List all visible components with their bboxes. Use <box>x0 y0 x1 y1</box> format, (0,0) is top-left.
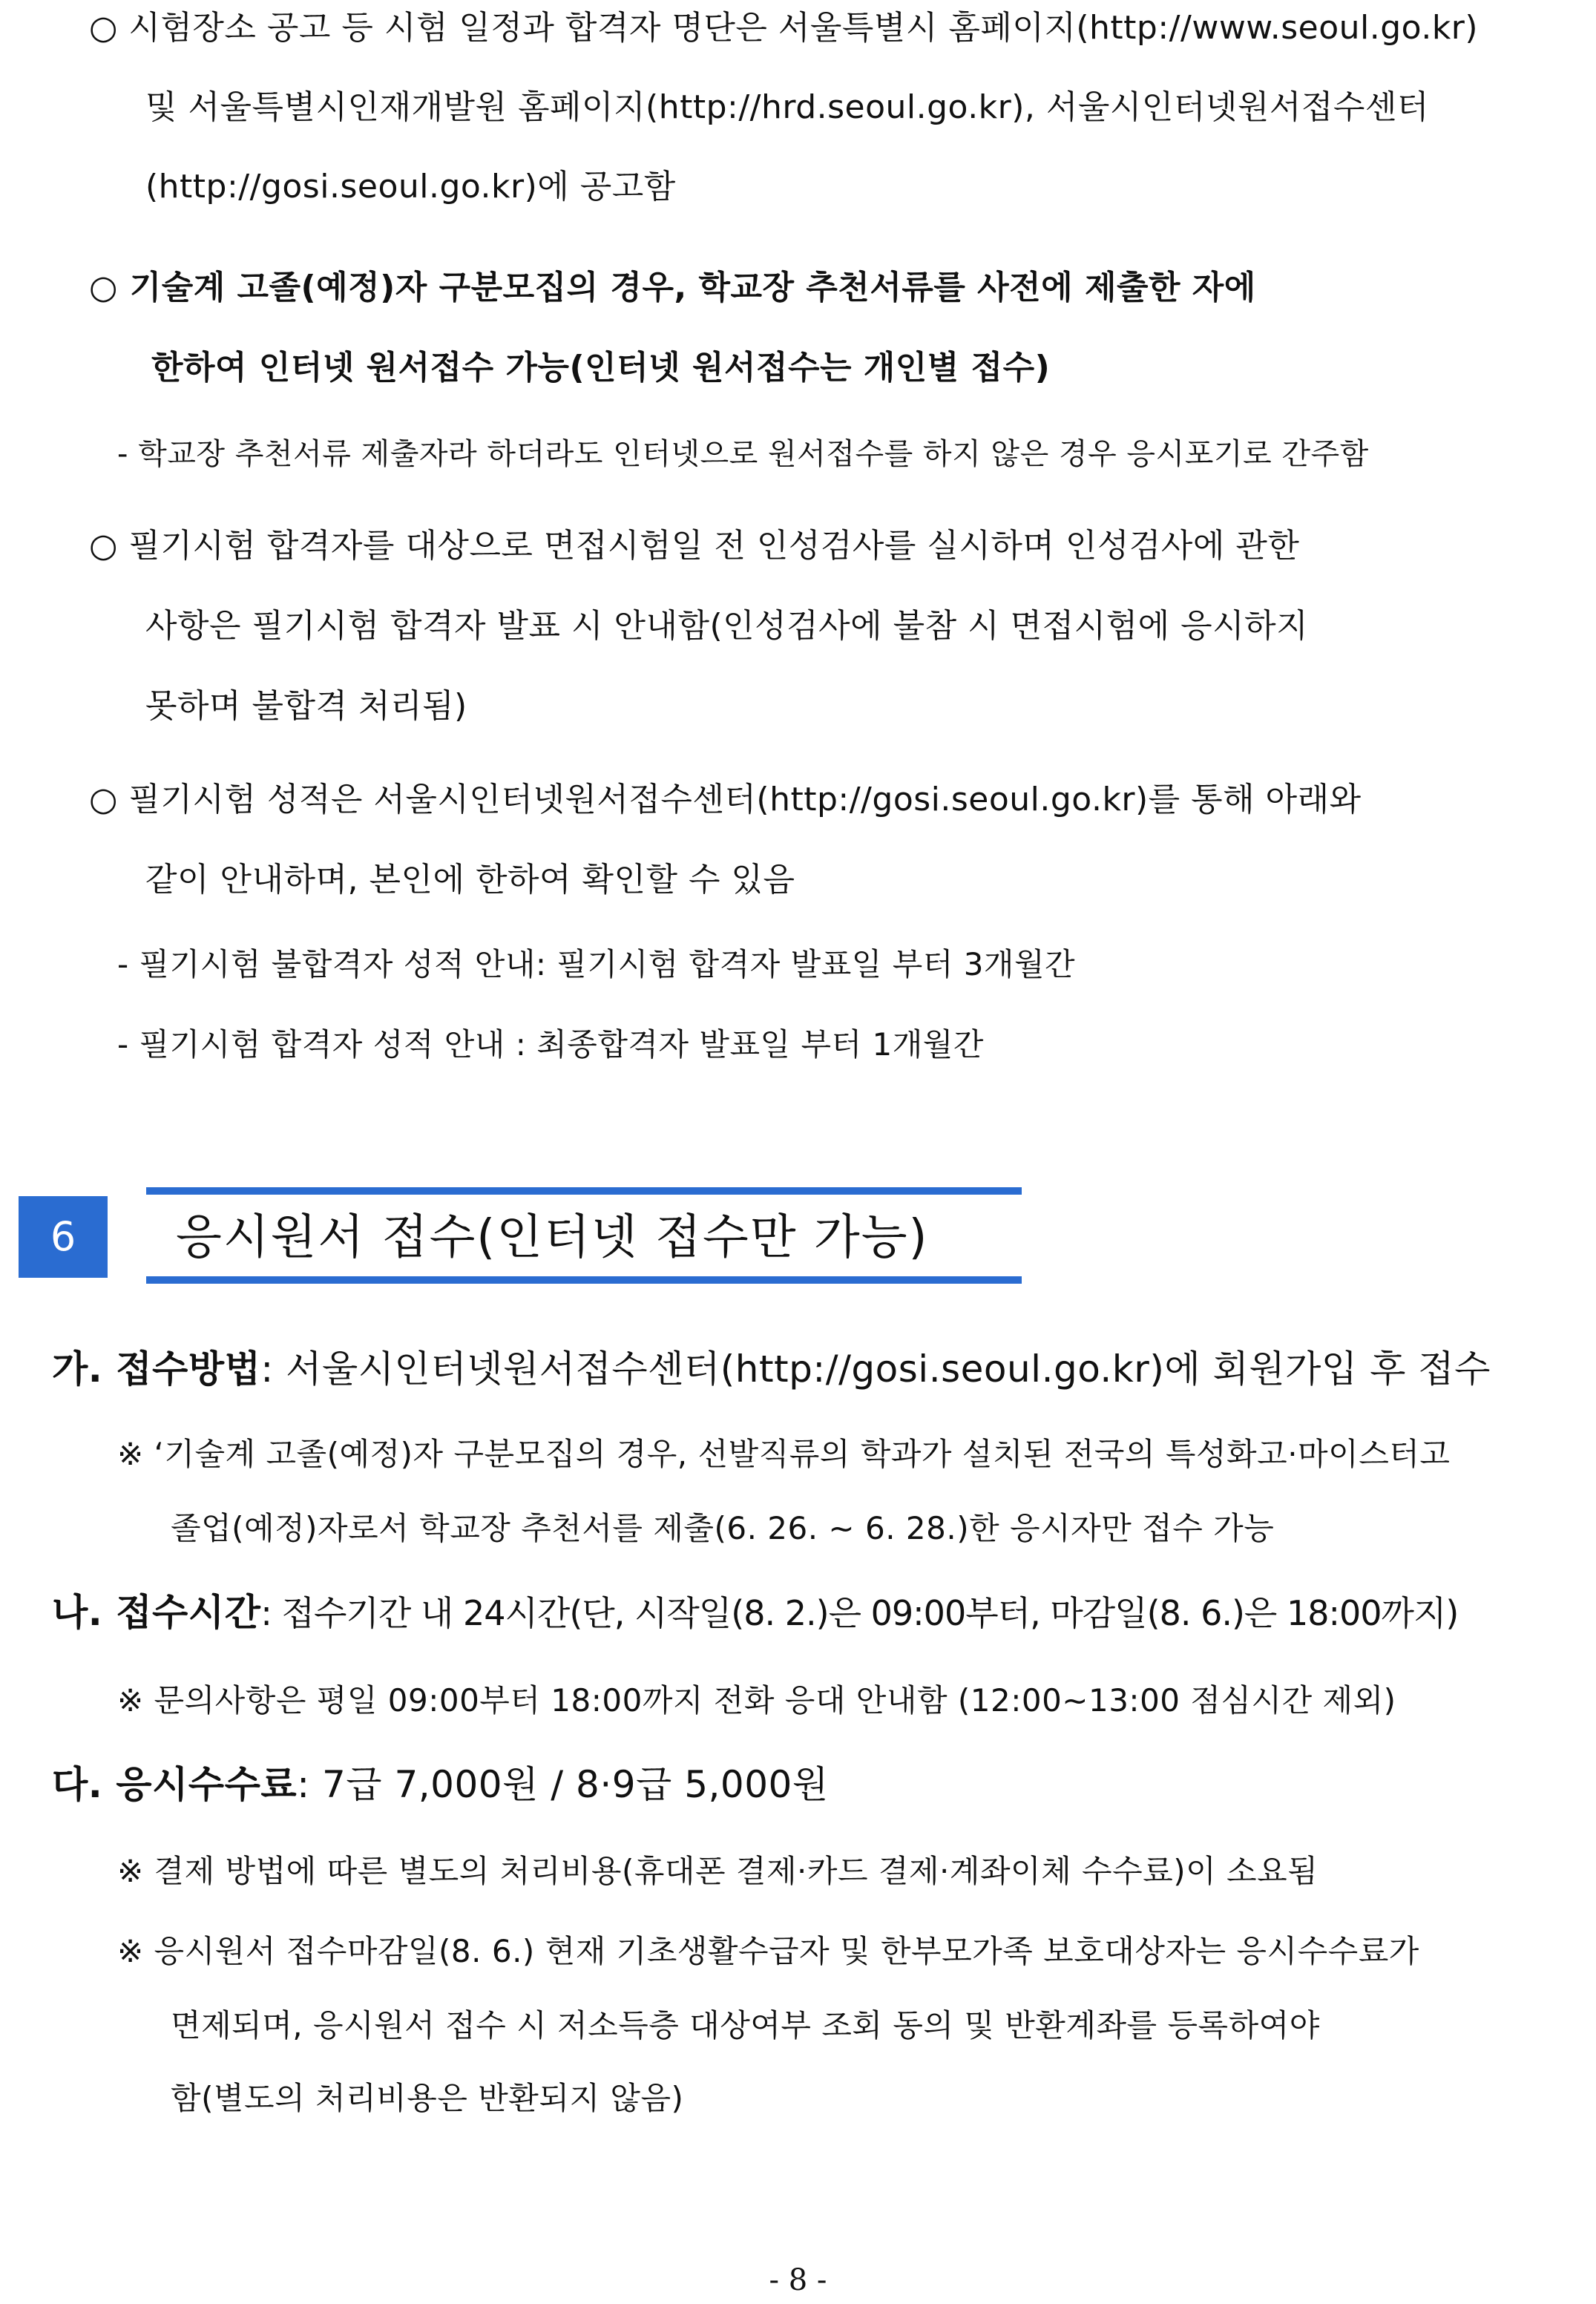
item-ga <box>52 1345 1491 1394</box>
section-title-box <box>146 1187 1022 1284</box>
notice-line: (http://gosi.seoul.go.kr)에 공고함 <box>145 168 676 206</box>
note-line: 면제되며, 응시원서 접수 시 저소득층 대상여부 조회 동의 및 반환계좌를 등록하여야 <box>171 2007 1320 2044</box>
notice-line: ○ 시험장소 공고 등 시험 일정과 합격자 명단은 서울특별시 홈페이지(http://www.seoul.go.kr) <box>89 9 1479 47</box>
sub-note: - 필기시험 합격자 성적 안내 : 최종합격자 발표일 부터 1개월간 <box>117 1026 984 1063</box>
sub-note: - 필기시험 불합격자 성적 안내: 필기시험 합격자 발표일 부터 3개월간 <box>117 946 1076 982</box>
item-text: : 7급 7,000원 / 8·9급 5,000원 <box>297 1763 829 1806</box>
note-line: ※ 응시원서 접수마감일(8. 6.) 현재 기초생활수급자 및 한부모가족 보호대상자는 응시수수료가 <box>117 1933 1419 1969</box>
section-number: 6 <box>19 1196 108 1278</box>
notice-line: ○ 필기시험 합격자를 대상으로 면접시험일 전 인성검사를 실시하며 인성검사에 관한 <box>89 527 1300 565</box>
item-text: : 접수기간 내 24시간(단, 시작일(8. 2.)은 09:00부터, 마감일(8. 6.)은 18:00까지) <box>260 1593 1459 1633</box>
item-label: 가. 접수방법 <box>52 1348 261 1391</box>
sub-note: - 학교장 추천서류 제출자라 하더라도 인터넷으로 원서접수를 하지 않은 경우 응시포기로 간주함 <box>117 437 1369 471</box>
notice-line-bold: ○ 기술계 고졸(예정)자 구분모집의 경우, 학교장 추천서류를 사전에 제출한 자에 <box>89 269 1256 306</box>
note-line: ※ ‘기술계 고졸(예정)자 구분모집의 경우, 선발직류의 학과가 설치된 전국의 특성화고·마이스터고 <box>117 1436 1451 1472</box>
item-label: 나. 접수시간 <box>52 1591 261 1634</box>
note-line: ※ 문의사항은 평일 09:00부터 18:00까지 전화 응대 안내함 (12:00~13:00 점심시간 제외) <box>117 1682 1396 1719</box>
section-title: 응시원서 접수(인터넷 접수만 가능) <box>176 1210 929 1265</box>
page-number: - 8 - <box>769 2263 827 2297</box>
item-label: 다. 응시수수료 <box>52 1763 298 1806</box>
notice-line: 및 서울특별시인재개발원 홈페이지(http://hrd.seoul.go.kr), 서울시인터넷원서접수센터 <box>145 88 1429 126</box>
item-da <box>52 1760 829 1809</box>
notice-line: 같이 안내하며, 본인에 한하여 확인할 수 있음 <box>145 861 795 899</box>
item-na <box>52 1588 1458 1638</box>
notice-line: 사항은 필기시험 합격자 발표 시 안내함(인성검사에 불참 시 면접시험에 응시하지 <box>145 607 1309 645</box>
note-line: ※ 결제 방법에 따른 별도의 처리비용(휴대폰 결제·카드 결제·계좌이체 수수료)이 소요됨 <box>117 1853 1318 1889</box>
item-text: : 서울시인터넷원서접수센터(http://gosi.seoul.go.kr)에 회원가입 후 접수 <box>260 1348 1491 1391</box>
notice-line-bold: 한하여 인터넷 원서접수 가능(인터넷 원서접수는 개인별 접수) <box>151 349 1051 387</box>
note-line: 졸업(예정)자로서 학교장 추천서를 제출(6. 26. ~ 6. 28.)한 응시자만 접수 가능 <box>171 1510 1275 1546</box>
note-line: 함(별도의 처리비용은 반환되지 않음) <box>171 2080 684 2116</box>
notice-line: 못하며 불합격 처리됨) <box>145 687 467 725</box>
notice-line: ○ 필기시험 성적은 서울시인터넷원서접수센터(http://gosi.seoul.go.kr)를 통해 아래와 <box>89 781 1362 818</box>
